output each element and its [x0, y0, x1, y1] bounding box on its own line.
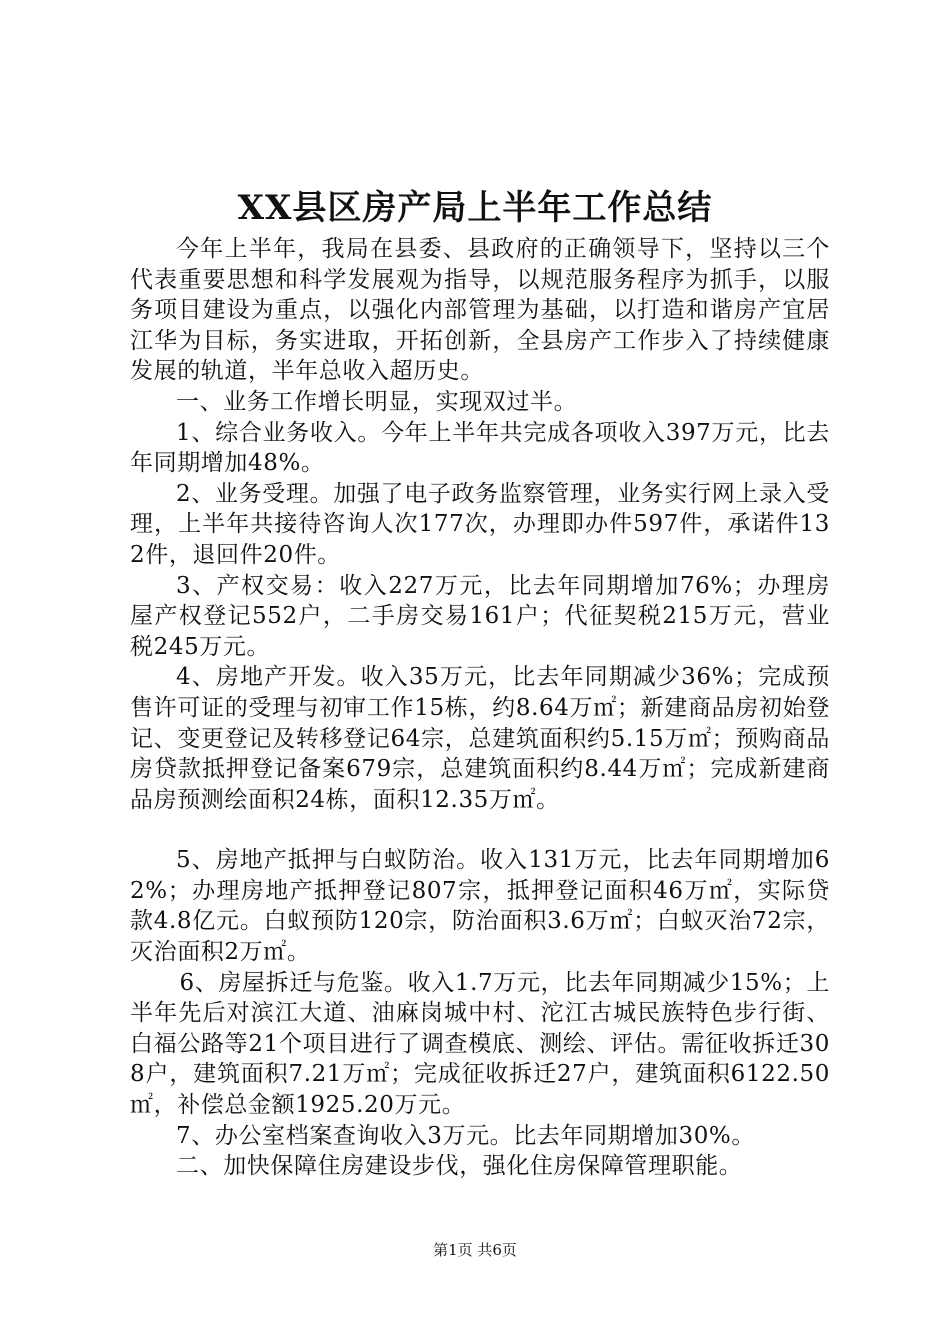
- paragraph-item-4: 4、房地产开发。收入35万元，比去年同期减少36%；完成预售许可证的受理与初审工作15栋，约8.64万㎡；新建商品房初始登记、变更登记及转移登记64宗，总建筑面积约5.15万㎡；预购商品房贷款抵押登记备案679宗，总建筑面积约8.44万㎡；完成新建商品房预测绘面积24栋，面积12.35万㎡。: [130, 664, 830, 813]
- paragraph-item-3: 3、产权交易：收入227万元，比去年同期增加76%；办理房屋产权登记552户，二手房交易161户；代征契税215万元，营业税245万元。: [130, 572, 830, 660]
- paragraph-item-5: 5、房地产抵押与白蚁防治。收入131万元，比去年同期增加62%；办理房地产抵押登记807宗，抵押登记面积46万㎡，实际贷款4.8亿元。白蚁预防120宗，防治面积3.6万㎡；白蚁灭治72宗，灭治面积2万㎡。: [130, 847, 830, 966]
- document-body: [130, 234, 830, 1182]
- paragraph-item-2: 2、业务受理。加强了电子政务监察管理，业务实行网上录入受理，上半年共接待咨询人次177次，办理即办件597件，承诺件132件，退回件20件。: [130, 480, 830, 568]
- document-title: XX县区房产局上半年工作总结: [237, 188, 713, 228]
- page-footer: 第1页 共6页: [433, 1241, 517, 1259]
- paragraph-item-1: 1、综合业务收入。今年上半年共完成各项收入397万元，比去年同期增加48%。: [130, 419, 830, 477]
- paragraph-item-6: 6、房屋拆迁与危鉴。收入1.7万元，比去年同期减少15%；上半年先后对滨江大道、油麻岗城中村、沱江古城民族特色步行街、白福公路等21个项目进行了调查模底、测绘、评估。需征收拆迁308户，建筑面积7.21万㎡；完成征收拆迁27户，建筑面积6122.50㎡，补偿总金额1925.20万元。: [130, 969, 830, 1119]
- paragraph-intro: 今年上半年，我局在县委、县政府的正确领导下，坚持以三个代表重要思想和科学发展观为指导，以规范服务程序为抓手，以服务项目建设为重点，以强化内部管理为基础，以打造和谐房产宜居江华为目标，务实进取，开拓创新，全县房产工作步入了持续健康发展的轨道，半年总收入超历史。: [130, 236, 830, 385]
- section-heading-1: 一、业务工作增长明显，实现双过半。: [176, 388, 578, 415]
- section-heading-2: 二、加快保障住房建设步伐，强化住房保障管理职能。: [176, 1153, 743, 1180]
- paragraph-item-7: 7、办公室档案查询收入3万元。比去年同期增加30%。: [176, 1122, 755, 1149]
